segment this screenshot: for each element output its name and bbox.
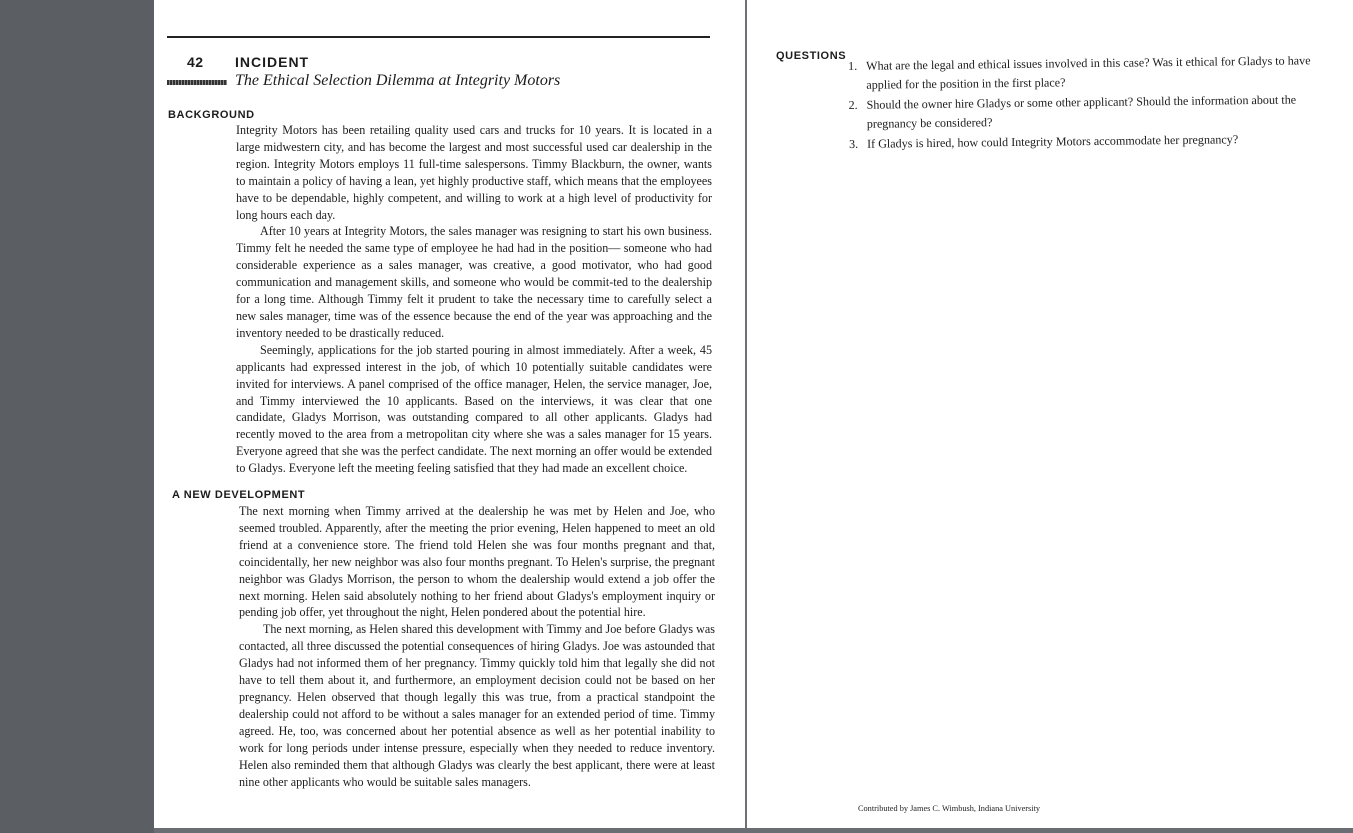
paragraph: The next morning when Timmy arrived at the dealership he was met by Helen and Joe, who seemed troubled. Apparently, after the meeting the prior evening, Helen happened to meet an old friend at a convenience store. The friend told Helen she was four months pregnant and that, coincidentally, her new neighbor was also four months pregnant. To Helen's surprise, the pregnant neighbor was Gladys Morrison, the person to whom the dealership would extend a job offer the next morning. Helen said absolutely nothing to her friend about Gladys's employment inquiry or pending job offer, yet throughout the night, Helen pondered about the potential hire. [239, 504, 715, 620]
question-text: What are the legal and ethical issues involved in this case? Was it ethical for Gladys to have applied for the position in the first place? [866, 53, 1311, 92]
section-heading-background: BACKGROUND [168, 109, 255, 121]
page-bottom-edge [154, 828, 1353, 833]
title-decoration-bar [167, 80, 227, 85]
question-number: 1. [848, 58, 858, 73]
incident-label: INCIDENT [235, 54, 310, 70]
header-rule [167, 36, 710, 38]
section-heading-questions: QUESTIONS [776, 50, 847, 62]
page-gutter [745, 0, 747, 828]
paragraph: Integrity Motors has been retailing quality used cars and trucks for 10 years. It is located in a large midwestern city, and has become the largest and most successful used car dealership in the region. Integrity Motors employs 11 full-time salespersons. Timmy Blackburn, the owner, wants to maintain a policy of having a lean, yet highly productive staff, which means that the employees have to be dependable, highly competent, and willing to work at a high level of productivity for long hours each day. [236, 123, 712, 222]
case-title: The Ethical Selection Dilemma at Integrity Motors [235, 72, 561, 89]
question-text: Should the owner hire Gladys or some other applicant? Should the information about the pregnancy be considered? [866, 92, 1297, 131]
question-item [848, 90, 1328, 133]
background-section [236, 122, 712, 477]
paragraph: After 10 years at Integrity Motors, the sales manager was resigning to start his own business. Timmy felt he needed the same type of employee he had had in the position— someone who had considerable experience as a sales manager, was creative, a good motivator, who had good communication and management skills, and someone who would be commit-ted to the dealership for a long time. Although Timmy felt it prudent to take the necessary time to carefully select a new sales manager, time was of the essence because the end of the year was approaching and the inventory needed to be drastically reduced. [236, 224, 712, 340]
question-item [848, 51, 1328, 94]
new-development-section [239, 503, 715, 790]
question-text: If Gladys is hired, how could Integrity Motors accommodate her pregnancy? [866, 132, 1239, 151]
questions-list [848, 51, 1329, 155]
question-item [849, 129, 1329, 153]
page-number: 42 [187, 54, 204, 70]
viewer-sidebar [0, 0, 154, 833]
contributor-credit: Contributed by James C. Wimbush, Indiana University [858, 804, 1041, 813]
paragraph: The next morning, as Helen shared this development with Timmy and Joe before Gladys was contacted, all three discussed the potential consequences of hiring Gladys. Joe was astounded that Gladys had not informed them of her pregnancy. Timmy quickly told him that legally she did not have to tell them about it, and furthermore, an employment decision could not be based on her pregnancy. Helen observed that though legally this was true, from a practical standpoint the dealership could not afford to be without a sales manager for an extended period of time. Timmy agreed. He, too, was concerned about her potential absence as well as her potential inability to work for long periods under intense pressure, especially when they needed to reduce inventory. Helen also reminded them that although Gladys was clearly the best applicant, there were at least nine other applicants who would be suitable sales managers. [239, 622, 715, 789]
paragraph: Seemingly, applications for the job started pouring in almost immediately. After a week, 45 applicants had expressed interest in the job, of which 10 potentially suitable candidates were invited for interviews. A panel comprised of the office manager, Helen, the service manager, Joe, and Timmy interviewed the 10 applicants. Based on the interviews, it was clear that one candidate, Gladys Morrison, was outstanding compared to all other applicants. Gladys had recently moved to the area from a metropolitan city where she was a sales manager for 15 years. Everyone agreed that she was the perfect candidate. The next morning an offer would be extended to Gladys. Everyone left the meeting feeling satisfied that they had made an excellent choice. [236, 342, 712, 476]
section-heading-new-development: A NEW DEVELOPMENT [172, 489, 306, 501]
question-number: 2. [848, 97, 858, 112]
question-number: 3. [848, 136, 859, 151]
